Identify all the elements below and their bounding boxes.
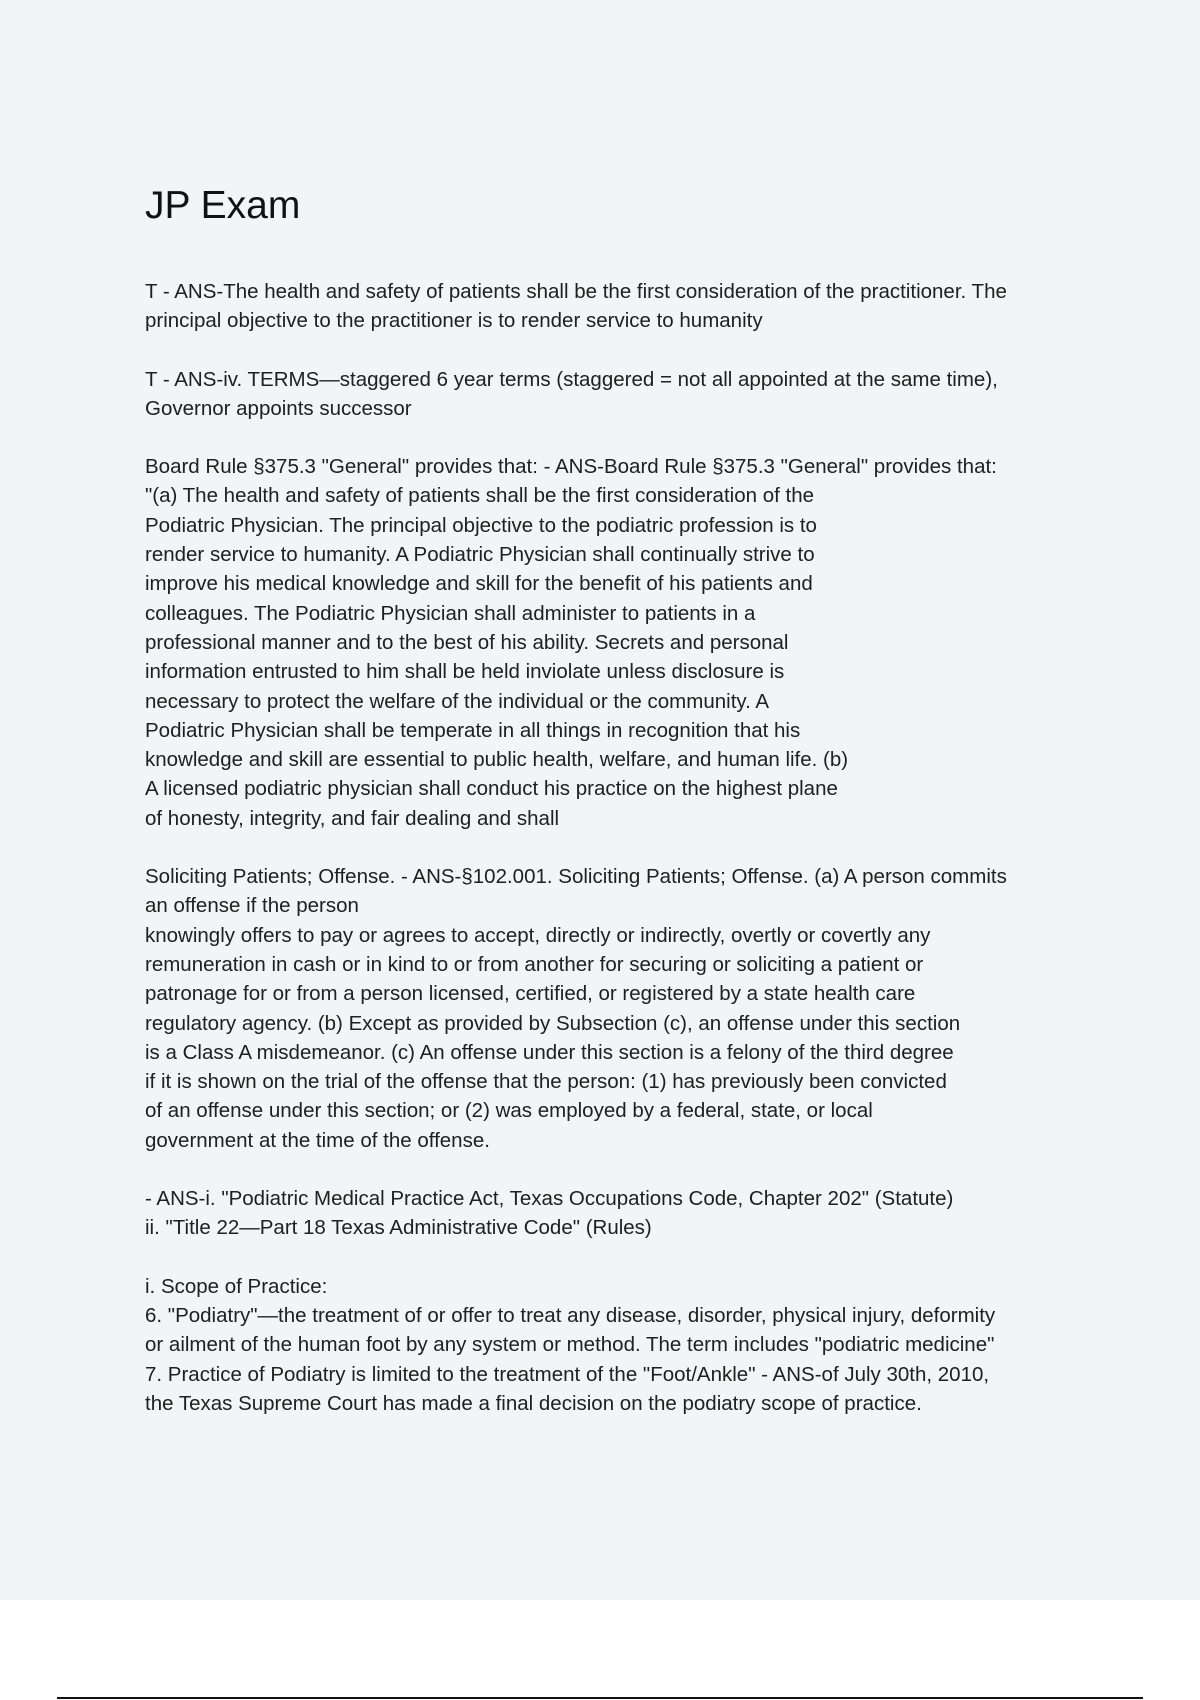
paragraph — [145, 1184, 1085, 1243]
paragraph-line: an offense if the person — [145, 894, 359, 918]
paragraph-line: remuneration in cash or in kind to or from another for securing or soliciting a patient or — [145, 952, 924, 976]
paragraph-line: - ANS-i. "Podiatric Medical Practice Act, Texas Occupations Code, Chapter 202" (Statute) — [145, 1187, 954, 1211]
paragraph — [145, 452, 1085, 833]
paragraph-line: A licensed podiatric physician shall conduct his practice on the highest plane — [145, 777, 838, 801]
paragraph-line: government at the time of the offense. — [145, 1128, 490, 1152]
paragraph-line: Podiatric Physician. The principal objective to the podiatric profession is to — [145, 513, 817, 537]
paragraph — [145, 277, 1085, 336]
paragraph-line: professional manner and to the best of his ability. Secrets and personal — [145, 630, 789, 654]
paragraph-line: knowledge and skill are essential to public health, welfare, and human life. (b) — [145, 748, 849, 772]
paragraph-line: Soliciting Patients; Offense. - ANS-§102.001. Soliciting Patients; Offense. (a) A person commits — [145, 865, 1007, 889]
paragraph-line: if it is shown on the trial of the offense that the person: (1) has previously been convicted — [145, 1070, 947, 1094]
paragraph-line: the Texas Supreme Court has made a final decision on the podiatry scope of practice. — [145, 1391, 922, 1415]
paragraph-line: 6. "Podiatry"—the treatment of or offer to treat any disease, disorder, physical injury, deformity — [145, 1303, 996, 1327]
paragraph-line: improve his medical knowledge and skill for the benefit of his patients and — [145, 572, 813, 596]
paragraph — [145, 862, 1085, 1155]
paragraph-line: render service to humanity. A Podiatric Physician shall continually strive to — [145, 543, 815, 567]
paragraph-line: Governor appoints successor — [145, 396, 412, 420]
paragraph-line: "(a) The health and safety of patients shall be the first consideration of the — [145, 484, 814, 508]
paragraph-line: T - ANS-iv. TERMS—staggered 6 year terms (staggered = not all appointed at the same time), — [145, 367, 998, 391]
footer-divider — [57, 1697, 1143, 1699]
paragraph — [145, 1272, 1085, 1418]
document-body — [145, 277, 1085, 1447]
document-title: JP Exam — [145, 184, 301, 227]
paragraph-line: principal objective to the practitioner is to render service to humanity — [145, 309, 763, 333]
paragraph-line: colleagues. The Podiatric Physician shall administer to patients in a — [145, 601, 756, 625]
paragraph-line: patronage for or from a person licensed, certified, or registered by a state health care — [145, 982, 916, 1006]
paragraph-line: necessary to protect the welfare of the individual or the community. A — [145, 689, 770, 713]
paragraph-line: of an offense under this section; or (2) was employed by a federal, state, or local — [145, 1099, 873, 1123]
paragraph-line: i. Scope of Practice: — [145, 1274, 328, 1298]
paragraph-line: ii. "Title 22—Part 18 Texas Administrative Code" (Rules) — [145, 1216, 652, 1240]
paragraph-line: is a Class A misdemeanor. (c) An offense under this section is a felony of the third degree — [145, 1040, 954, 1064]
paragraph-line: or ailment of the human foot by any system or method. The term includes "podiatric medicine" — [145, 1333, 995, 1357]
paragraph-line: T - ANS-The health and safety of patients shall be the first consideration of the practitioner. The — [145, 280, 1007, 303]
paragraph-line: 7. Practice of Podiatry is limited to the treatment of the "Foot/Ankle" - ANS-of July 30th, 2010, — [145, 1362, 990, 1386]
paragraph-line: knowingly offers to pay or agrees to accept, directly or indirectly, overtly or covertly any — [145, 923, 931, 947]
paragraph-line: Board Rule §375.3 "General" provides that: - ANS-Board Rule §375.3 "General" provides that: — [145, 455, 997, 479]
paragraph-line: Podiatric Physician shall be temperate in all things in recognition that his — [145, 718, 801, 742]
paragraph-line: of honesty, integrity, and fair dealing and shall — [145, 806, 560, 830]
paragraph — [145, 365, 1085, 424]
paragraph-line: regulatory agency. (b) Except as provided by Subsection (c), an offense under this section — [145, 1011, 961, 1035]
paragraph-line: information entrusted to him shall be held inviolate unless disclosure is — [145, 660, 785, 684]
